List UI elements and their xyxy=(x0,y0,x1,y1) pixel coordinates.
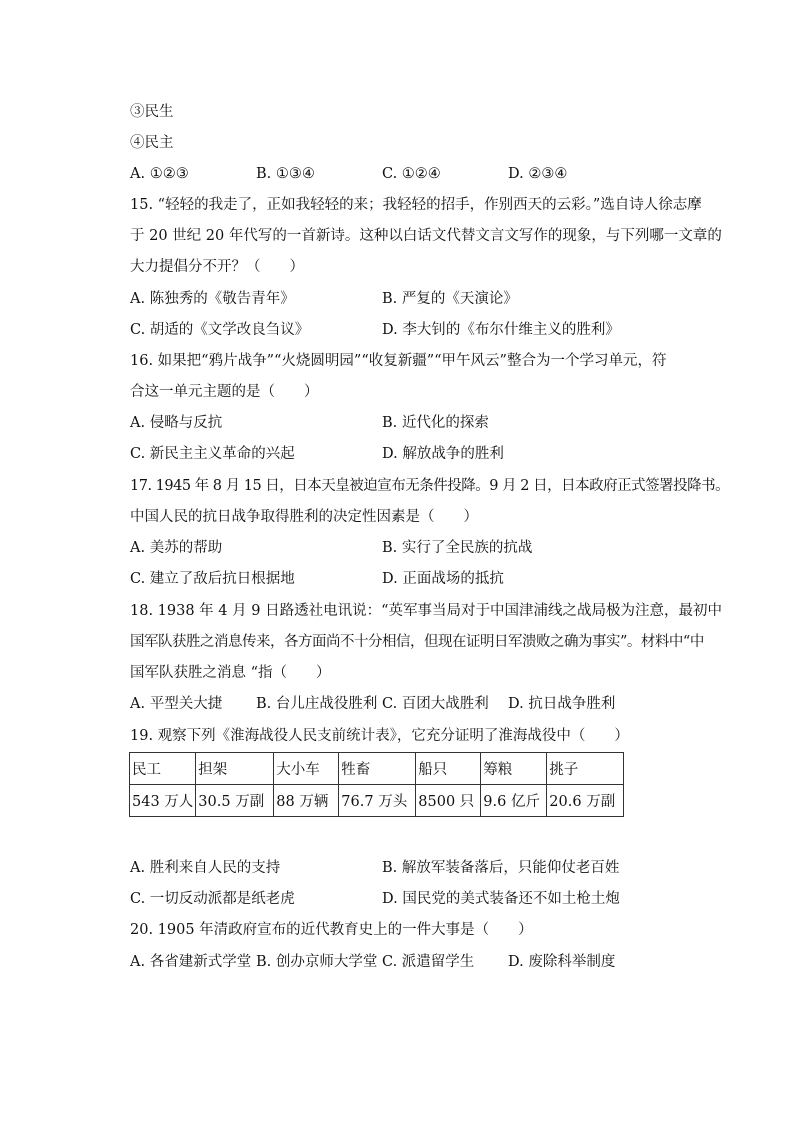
q17-option-d: D. 正面战场的抵抗 xyxy=(382,571,504,587)
q19-option-d: D. 国民党的美式装备还不如土枪土炮 xyxy=(382,891,620,907)
q17-option-b: B. 实行了全民族的抗战 xyxy=(382,540,533,556)
table-header-cell: 大小车 xyxy=(274,753,339,785)
q20-option-a: A. 各省建新式学堂 xyxy=(130,954,252,970)
q15-option-a: A. 陈独秀的《敬告青年》 xyxy=(130,291,295,307)
table-header-cell: 筹粮 xyxy=(481,753,547,785)
q15-option-c: C. 胡适的《文学改良刍议》 xyxy=(130,322,310,338)
q14-option-d: D. ②③④ xyxy=(508,166,568,182)
q19-option-c: C. 一切反动派都是纸老虎 xyxy=(130,891,295,907)
q18-option-b: B. 台儿庄战役胜利 xyxy=(256,696,378,712)
q16-option-d: D. 解放战争的胜利 xyxy=(382,446,504,462)
q19-stem-line-1: 19. 观察下列《淮海战役人民支前统计表》，它充分证明了淮海战役中（ ） xyxy=(130,728,629,744)
q15-stem-line-1: 15. “轻轻的我走了，正如我轻轻的来；我轻轻的招手，作别西天的云彩。”选自诗人徐志摩 xyxy=(130,197,702,213)
q18-stem-line-2: 国军队获胜之消息传来，各方面尚不十分相信，但现在证明日军溃败之确为事实”。材料中“中 xyxy=(130,634,704,650)
q18-option-a: A. 平型关大捷 xyxy=(130,696,223,712)
q15-stem-line-2: 于 20 世纪 20 年代写的一首新诗。这种以白话文代替文言文写作的现象，与下列哪一文章的 xyxy=(130,228,722,244)
table-header-cell: 担架 xyxy=(196,753,274,785)
q16-stem-line-1: 16. 如果把“鸦片战争”“火烧圆明园”“收复新疆”“甲午风云”整合为一个学习单元，符 xyxy=(130,353,667,369)
q18-stem-line-1: 18. 1938 年 4 月 9 日路透社电讯说：“英军事当局对于中国津浦线之战局极为注意，最初中 xyxy=(130,603,722,619)
q17-stem-line-1: 17. 1945 年 8 月 15 日，日本天皇被迫宣布无条件投降。9 月 2 日，日本政府正式签署投降书。 xyxy=(130,478,730,494)
q18-option-d: D. 抗日战争胜利 xyxy=(508,696,616,712)
q18-stem-line-3: 国军队获胜之消息 “指（ ） xyxy=(130,665,331,681)
q20-option-d: D. 废除科举制度 xyxy=(508,954,616,970)
table-header-cell: 牲畜 xyxy=(339,753,416,785)
table-header-cell: 挑子 xyxy=(547,753,624,785)
table-row xyxy=(130,785,624,817)
table-cell: 8500 只 xyxy=(416,785,481,817)
q16-option-c: C. 新民主主义革命的兴起 xyxy=(130,446,295,462)
table-cell: 30.5 万副 xyxy=(196,785,274,817)
q17-option-a: A. 美苏的帮助 xyxy=(130,540,223,556)
table-cell: 9.6 亿斤 xyxy=(481,785,547,817)
table-cell: 543 万人 xyxy=(130,785,196,817)
q14-option-c: C. ①②④ xyxy=(382,166,441,182)
q14-item-4: ④民主 xyxy=(130,135,174,151)
q14-option-b: B. ①③④ xyxy=(256,166,315,182)
q20-stem-line-1: 20. 1905 年清政府宣布的近代教育史上的一件大事是（ ） xyxy=(130,922,533,938)
table-header-row xyxy=(130,753,624,785)
table-cell: 76.7 万头 xyxy=(339,785,416,817)
q15-option-d: D. 李大钊的《布尔什维主义的胜利》 xyxy=(382,322,620,338)
table-header-cell: 民工 xyxy=(130,753,196,785)
q20-option-b: B. 创办京师大学堂 xyxy=(256,954,378,970)
q15-stem-line-3: 大力提倡分不开？（ ） xyxy=(130,259,304,275)
q17-stem-line-2: 中国人民的抗日战争取得胜利的决定性因素是（ ） xyxy=(130,509,478,525)
q16-option-b: B. 近代化的探索 xyxy=(382,415,489,431)
table-cell: 20.6 万副 xyxy=(547,785,624,817)
q18-option-c: C. 百团大战胜利 xyxy=(382,696,489,712)
q14-option-a: A. ①②③ xyxy=(130,166,189,182)
support-statistics-table xyxy=(129,752,624,817)
q20-option-c: C. 派遣留学生 xyxy=(382,954,475,970)
q16-stem-line-2: 合这一单元主题的是（ ） xyxy=(130,384,319,400)
q19-option-a: A. 胜利来自人民的支持 xyxy=(130,860,281,876)
q14-item-3: ③民生 xyxy=(130,104,174,120)
table-cell: 88 万辆 xyxy=(274,785,339,817)
q15-option-b: B. 严复的《天演论》 xyxy=(382,291,518,307)
q19-option-b: B. 解放军装备落后，只能仰仗老百姓 xyxy=(382,860,620,876)
q17-option-c: C. 建立了敌后抗日根据地 xyxy=(130,571,295,587)
table-header-cell: 船只 xyxy=(416,753,481,785)
q16-option-a: A. 侵略与反抗 xyxy=(130,415,223,431)
